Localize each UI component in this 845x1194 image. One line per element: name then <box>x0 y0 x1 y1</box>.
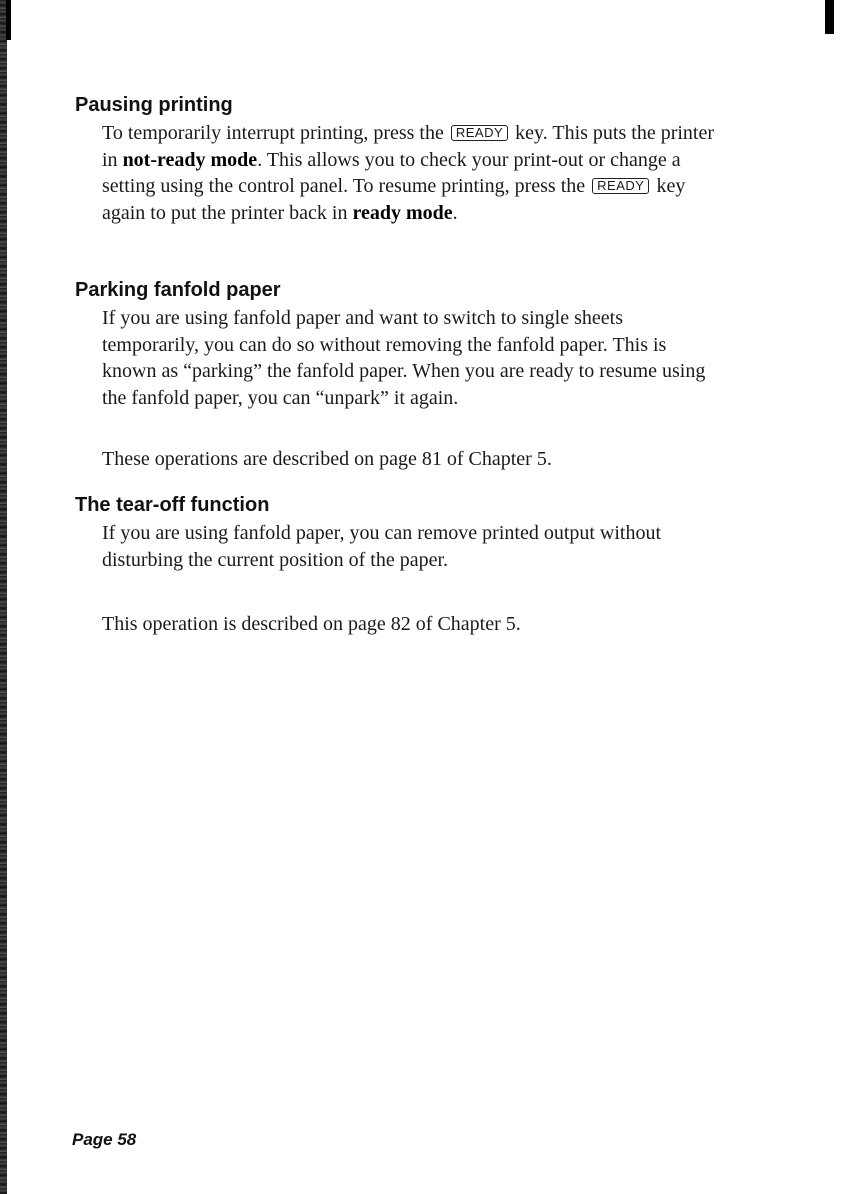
ready-key-label: READY <box>451 125 508 141</box>
registration-mark-top-left <box>6 0 11 40</box>
text-run: key again to put the printer back in <box>102 175 686 224</box>
text-run: . <box>452 201 458 224</box>
ready-key-label: READY <box>592 178 649 194</box>
page-number: Page 58 <box>72 1130 137 1149</box>
section-heading-parking-fanfold-paper: Parking fanfold paper <box>75 279 281 301</box>
registration-mark-top-right <box>825 0 834 34</box>
section-heading-pausing-printing: Pausing printing <box>75 94 233 116</box>
tear-off-paragraph: If you are using fanfold paper, you can remove printed output without disturbing the current position of the paper. <box>102 522 662 571</box>
text-run: To temporarily interrupt printing, press the <box>102 122 449 144</box>
text-run: key. This puts the printer in <box>102 122 715 171</box>
term-ready-mode: ready mode <box>352 201 453 224</box>
text-run: . This allows you to check your print-out or change a setting using the control panel. To resume printing, press the <box>102 148 681 197</box>
parking-paragraph: If you are using fanfold paper and want to switch to single sheets temporarily, you can do so without removing the fanfold paper. This is known as “parking” the fanfold paper. When you are ready to resume using the fanfold paper, you can “unpark” it again. <box>102 307 706 409</box>
parking-reference-paragraph: These operations are described on page 81 of Chapter 5. <box>102 448 552 470</box>
pausing-printing-paragraph <box>102 120 722 226</box>
scan-edge-left <box>0 0 7 1194</box>
term-not-ready-mode: not-ready mode <box>122 148 258 171</box>
section-heading-tear-off-function: The tear-off function <box>75 494 270 516</box>
tear-off-reference-paragraph: This operation is described on page 82 of Chapter 5. <box>102 613 521 635</box>
